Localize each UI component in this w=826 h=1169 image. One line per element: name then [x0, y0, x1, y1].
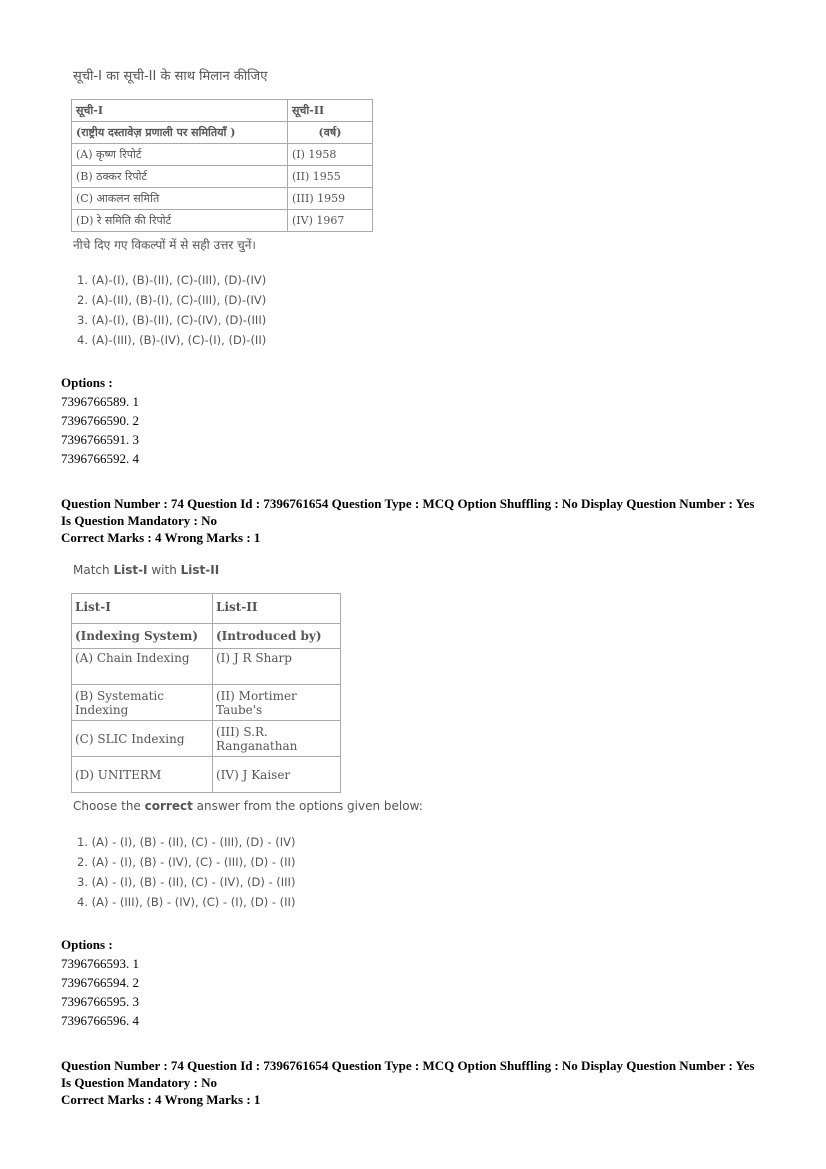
option-item: 7396766595. 3	[61, 994, 139, 1009]
table-row	[72, 594, 341, 624]
table-row	[72, 144, 373, 166]
option-item: 7396766593. 1	[61, 956, 139, 971]
option-item: 7396766594. 2	[61, 975, 139, 990]
options-label: Options :	[61, 375, 113, 390]
hindi-choice-list	[77, 270, 266, 350]
table-cell: (D) रे समिति की रिपोर्ट	[72, 210, 288, 232]
hindi-match-table	[71, 99, 373, 232]
table-cell: (IV) J Kaiser	[213, 757, 341, 793]
question-meta-line: Is Question Mandatory : No	[61, 513, 218, 528]
options-block-2	[61, 935, 139, 1030]
table-cell: (IV) 1967	[288, 210, 373, 232]
instruction-text: Choose the	[73, 799, 145, 813]
question-meta-2	[61, 1057, 801, 1108]
question-meta-line: Question Number : 74 Question Id : 7396761654 Question Type : MCQ Option Shuffling : No Display Question Number : Yes	[61, 1058, 755, 1073]
english-instruction	[73, 799, 423, 813]
table-row	[72, 100, 373, 122]
title-text: with	[147, 563, 181, 577]
hindi-question-title: सूची-I का सूची-II के साथ मिलान कीजिए	[73, 69, 268, 84]
question-meta-line: Correct Marks : 4 Wrong Marks : 1	[61, 530, 261, 545]
instruction-text: answer from the options given below:	[192, 799, 423, 813]
option-item: 7396766596. 4	[61, 1013, 139, 1028]
table-subheader-cell: (Introduced by)	[213, 624, 341, 649]
table-row	[72, 188, 373, 210]
options-block-1	[61, 373, 139, 468]
table-header-cell: List-I	[72, 594, 213, 624]
choice-item: 3. (A) - (I), (B) - (II), (C) - (IV), (D) - (III)	[77, 875, 296, 889]
title-bold-text: List-II	[180, 563, 220, 577]
table-cell: (III) 1959	[288, 188, 373, 210]
choice-item: 4. (A)-(III), (B)-(IV), (C)-(I), (D)-(II)	[77, 333, 267, 347]
table-cell: (D) UNITERM	[72, 757, 213, 793]
choice-item: 1. (A) - (I), (B) - (II), (C) - (III), (D) - (IV)	[77, 835, 296, 849]
table-cell: (B) Systematic Indexing	[72, 685, 213, 721]
option-item: 7396766589. 1	[61, 394, 139, 409]
english-question-title	[73, 563, 219, 577]
option-item: 7396766590. 2	[61, 413, 139, 428]
question-meta-1	[61, 495, 801, 546]
table-row	[72, 210, 373, 232]
hindi-instruction: नीचे दिए गए विकल्पों में से सही उत्तर चुनें।	[73, 238, 256, 252]
english-choice-list	[77, 832, 295, 912]
choice-item: 4. (A) - (III), (B) - (IV), (C) - (I), (D) - (II)	[77, 895, 296, 909]
table-cell: (II) 1955	[288, 166, 373, 188]
table-cell: (I) J R Sharp	[213, 649, 341, 685]
table-cell: (B) ठक्कर रिपोर्ट	[72, 166, 288, 188]
table-row	[72, 721, 341, 757]
table-cell: (C) आकलन समिति	[72, 188, 288, 210]
choice-item: 1. (A)-(I), (B)-(II), (C)-(III), (D)-(IV)	[77, 273, 267, 287]
choice-item: 2. (A) - (I), (B) - (IV), (C) - (III), (D) - (II)	[77, 855, 296, 869]
table-row	[72, 166, 373, 188]
option-item: 7396766591. 3	[61, 432, 139, 447]
table-cell: (I) 1958	[288, 144, 373, 166]
question-meta-line: Question Number : 74 Question Id : 7396761654 Question Type : MCQ Option Shuffling : No Display Question Number : Yes	[61, 496, 755, 511]
question-meta-line: Is Question Mandatory : No	[61, 1075, 218, 1090]
english-match-table	[71, 593, 341, 793]
table-subheader-cell: (राष्ट्रीय दस्तावेज़ प्रणाली पर समितियाँ )	[72, 122, 288, 144]
table-subheader-cell: (वर्ष)	[288, 122, 373, 144]
table-header-cell: सूची-II	[288, 100, 373, 122]
table-row	[72, 624, 341, 649]
table-header-cell: List-II	[213, 594, 341, 624]
instruction-bold-text: correct	[144, 799, 193, 813]
table-row	[72, 685, 341, 721]
title-bold-text: List-I	[113, 563, 148, 577]
choice-item: 3. (A)-(I), (B)-(II), (C)-(IV), (D)-(III)	[77, 313, 267, 327]
option-item: 7396766592. 4	[61, 451, 139, 466]
question-meta-line: Correct Marks : 4 Wrong Marks : 1	[61, 1092, 261, 1107]
table-header-cell: सूची-I	[72, 100, 288, 122]
table-subheader-cell: (Indexing System)	[72, 624, 213, 649]
choice-item: 2. (A)-(II), (B)-(I), (C)-(III), (D)-(IV)	[77, 293, 267, 307]
table-row	[72, 757, 341, 793]
table-cell: (A) Chain Indexing	[72, 649, 213, 685]
options-label: Options :	[61, 937, 113, 952]
table-cell: (C) SLIC Indexing	[72, 721, 213, 757]
table-cell: (II) Mortimer Taube's	[213, 685, 341, 721]
title-text: Match	[73, 563, 114, 577]
table-row	[72, 122, 373, 144]
table-row	[72, 649, 341, 685]
table-cell: (III) S.R. Ranganathan	[213, 721, 341, 757]
table-cell: (A) कृष्ण रिपोर्ट	[72, 144, 288, 166]
